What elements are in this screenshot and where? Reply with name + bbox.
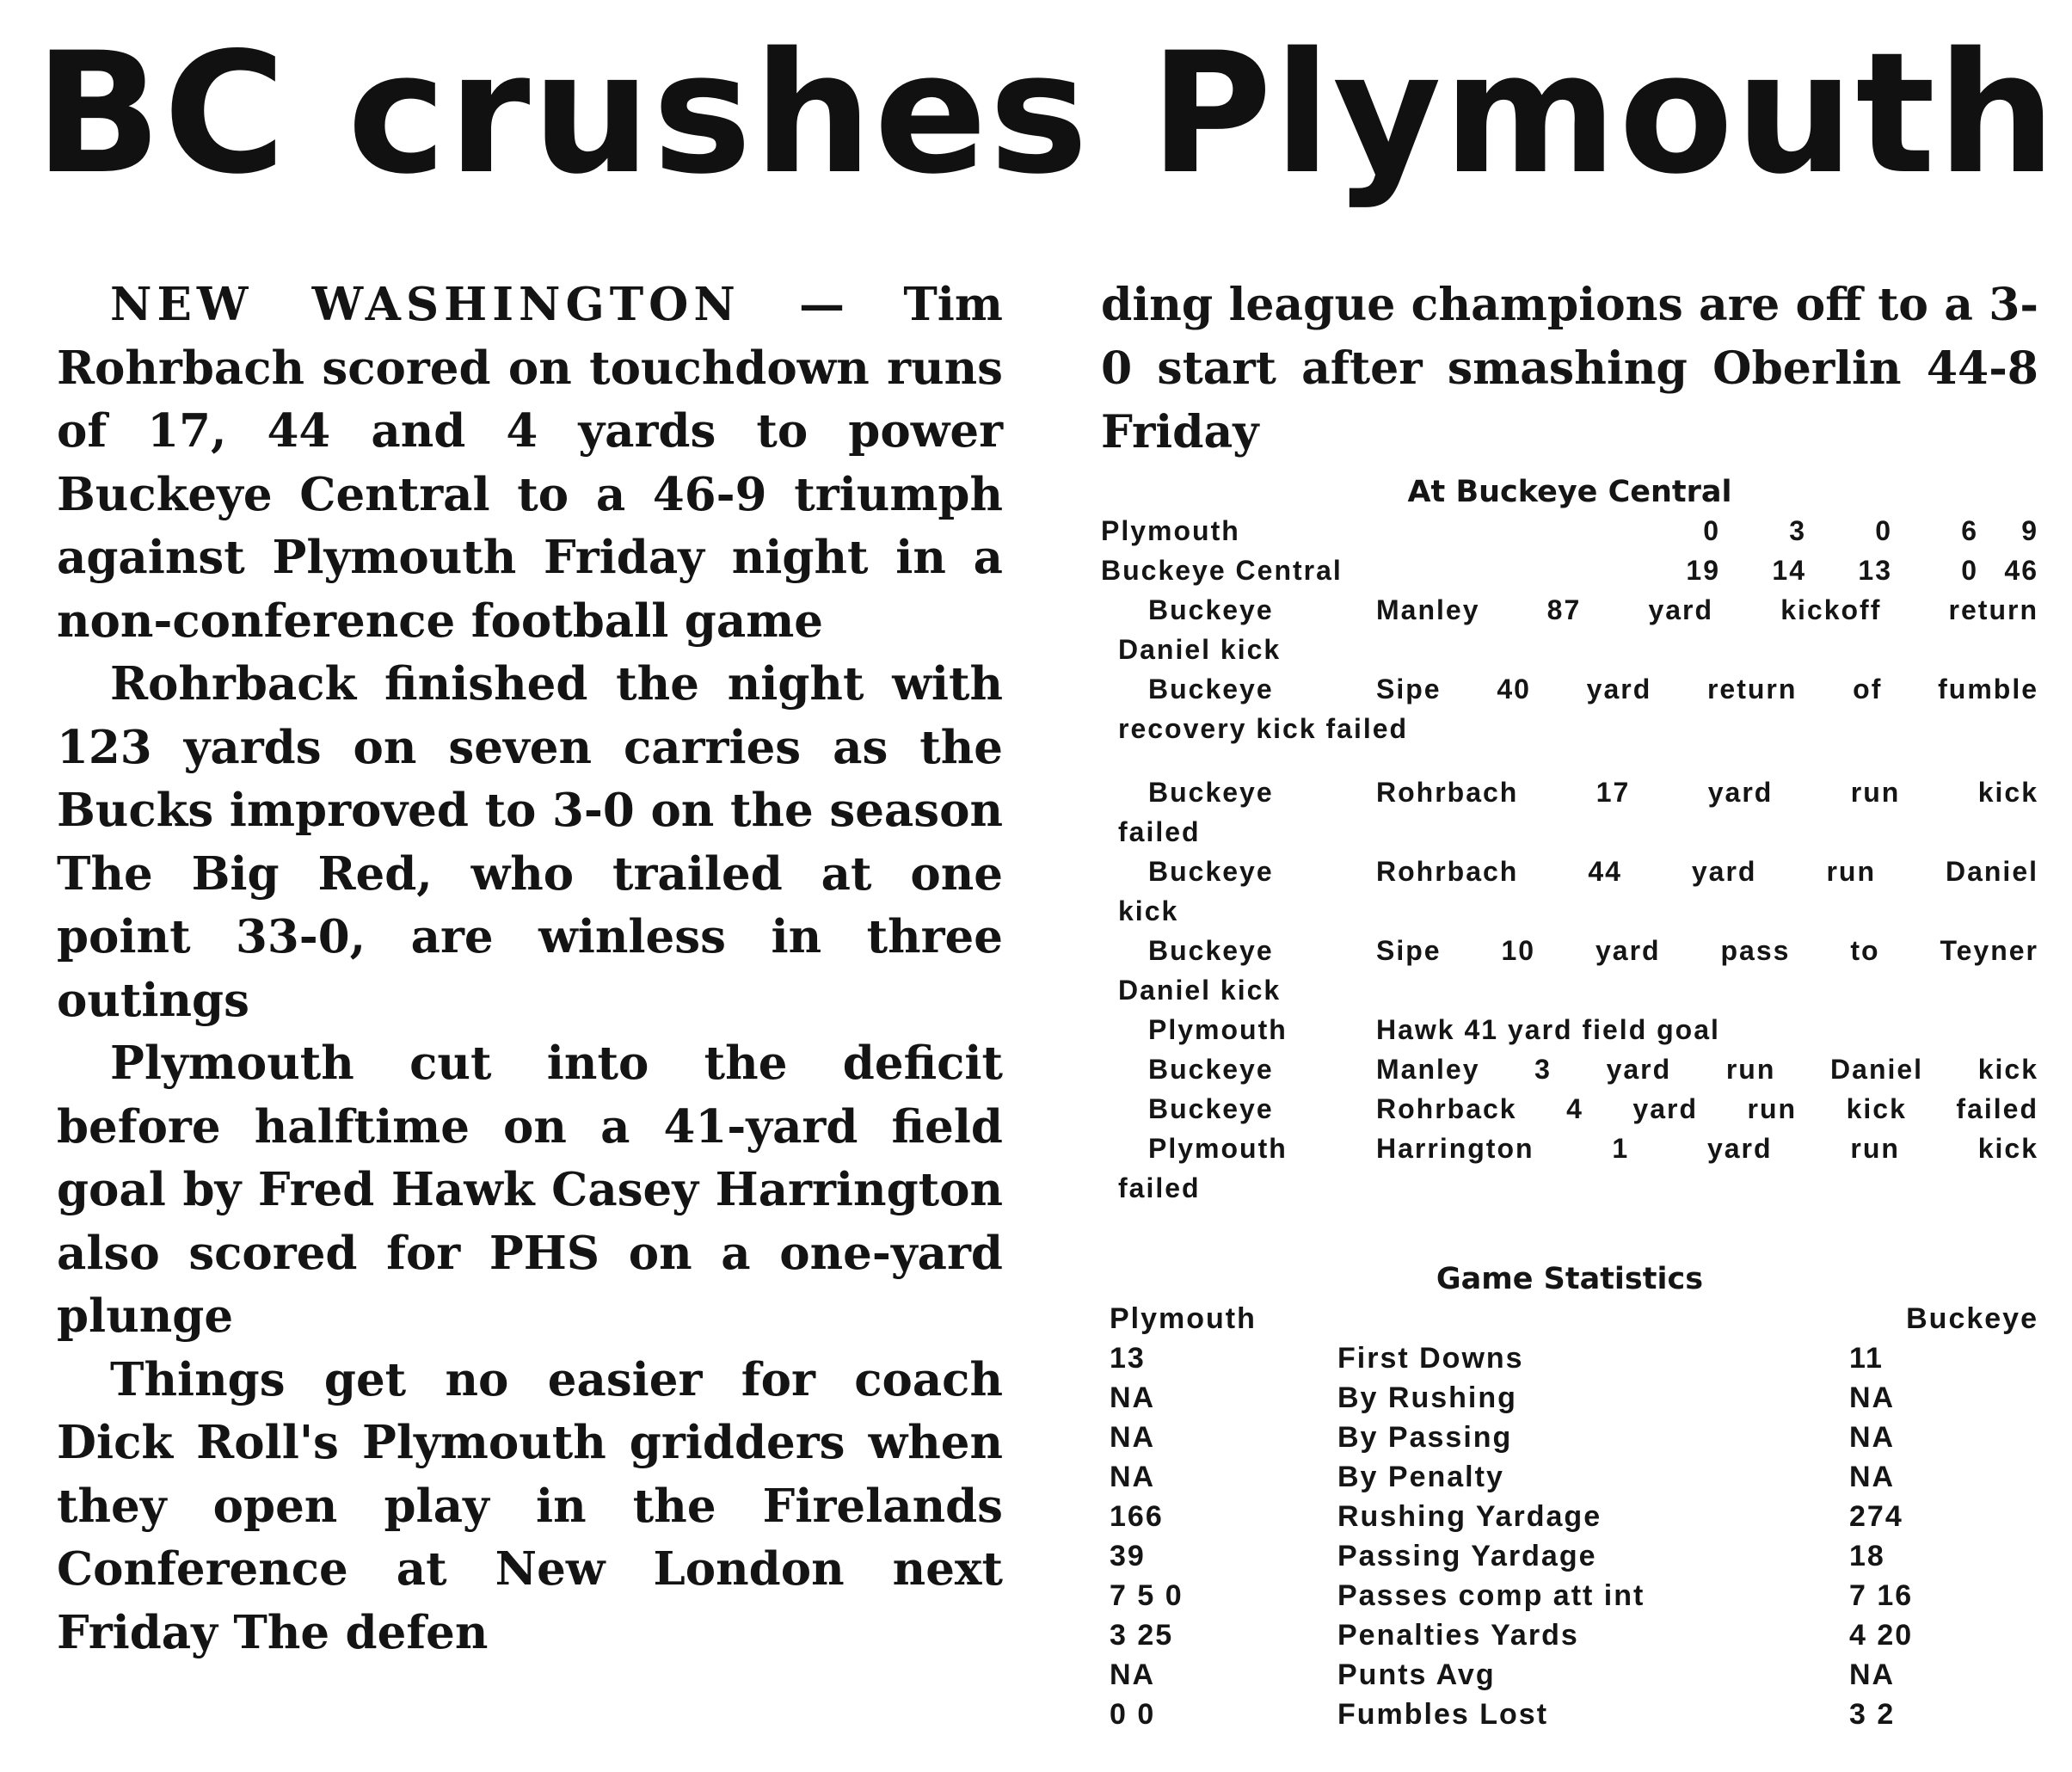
total-score: 9	[2021, 515, 2038, 546]
stats-row	[1101, 1497, 2038, 1536]
stat-label: By Passing	[1337, 1421, 1513, 1454]
play-description: Rohrbach 44 yard run Daniel	[1376, 856, 2038, 887]
game-statistics-table	[1101, 1299, 2038, 1734]
scoring-box-title: At Buckeye Central	[1407, 475, 1732, 509]
scoring-play	[1101, 1129, 2038, 1208]
stats-row	[1101, 1338, 2038, 1378]
scoring-play	[1101, 1049, 2038, 1089]
quarter-2-score: 3	[1789, 515, 1806, 546]
stats-row	[1101, 1378, 2038, 1418]
score-row-plymouth	[1101, 511, 2038, 551]
paragraph-text: Tim Rohrbach scored on touchdown runs of 17, 44 and 4 yards to power Buckeye Central to a 46-9 triumph against Plymouth Friday night in a non-conference football game	[57, 278, 1003, 648]
quarter-1-score: 19	[1686, 555, 1720, 586]
buckeye-stat: 274	[1849, 1500, 1903, 1533]
stat-label: Passes comp att int	[1337, 1579, 1645, 1612]
stats-row	[1101, 1536, 2038, 1576]
buckeye-stat: 7 16	[1849, 1579, 1914, 1612]
plymouth-stat: 13	[1110, 1342, 1146, 1375]
stat-label: Passing Yardage	[1337, 1540, 1597, 1572]
game-statistics-title: Game Statistics	[1436, 1262, 1704, 1296]
play-description: Rohrback 4 yard run kick failed	[1376, 1093, 2038, 1124]
play-team: Buckeye	[1148, 594, 1274, 625]
plymouth-stat: NA	[1110, 1461, 1156, 1493]
play-team: Buckeye	[1148, 777, 1274, 808]
quarter-4-score: 0	[1961, 555, 1978, 586]
score-row-buckeye-central	[1101, 551, 2038, 590]
article-paragraph-3: Plymouth cut into the deficit before halftime on a 41-yard field goal by Fred Hawk Casey Harrington also scored for PHS on a one-yard plunge	[57, 1037, 1003, 1343]
play-team: Plymouth	[1148, 1133, 1288, 1164]
quarter-1-score: 0	[1703, 515, 1720, 546]
stat-label: First Downs	[1337, 1342, 1524, 1375]
play-description: Rohrbach 17 yard run kick	[1376, 777, 2038, 808]
plymouth-stat: 166	[1110, 1500, 1164, 1533]
stats-row	[1101, 1615, 2038, 1655]
stats-row	[1101, 1418, 2038, 1457]
buckeye-stat: NA	[1849, 1421, 1896, 1454]
play-continuation: Daniel kick	[1118, 634, 1282, 665]
play-team: Buckeye	[1148, 674, 1274, 704]
buckeye-stat: 4 20	[1849, 1619, 1914, 1652]
play-team: Buckeye	[1148, 1054, 1274, 1085]
play-description: Harrington 1 yard run kick	[1376, 1133, 2038, 1164]
stats-row	[1101, 1576, 2038, 1615]
total-score: 46	[2004, 555, 2038, 586]
article-paragraph-4: Things get no easier for coach Dick Roll's Plymouth gridders when they open play in the Firelands Conference at New London next Friday The defen	[57, 1352, 1003, 1659]
stats-row	[1101, 1457, 2038, 1497]
scoreboard	[1101, 511, 2038, 590]
stat-label: Rushing Yardage	[1337, 1500, 1602, 1533]
stats-header-buckeye: Buckeye	[1906, 1302, 2038, 1335]
article-right-column	[1101, 274, 2038, 1734]
quarter-4-score: 6	[1961, 515, 1978, 546]
plymouth-stat: 3 25	[1110, 1619, 1174, 1652]
scoring-play	[1101, 590, 2038, 669]
play-team: Buckeye	[1148, 1093, 1274, 1124]
scoring-play	[1101, 669, 2038, 748]
stat-label: By Rushing	[1337, 1381, 1517, 1414]
play-continuation: recovery kick failed	[1118, 713, 1409, 744]
stats-header-plymouth: Plymouth	[1110, 1302, 1257, 1335]
plymouth-stat: NA	[1110, 1421, 1156, 1454]
plymouth-stat: 39	[1110, 1540, 1146, 1572]
scoring-play	[1101, 852, 2038, 931]
buckeye-stat: 11	[1849, 1342, 1884, 1375]
play-description: Manley 87 yard kickoff return	[1376, 594, 2038, 625]
buckeye-stat: NA	[1849, 1658, 1896, 1691]
quarter-3-score: 0	[1875, 515, 1892, 546]
buckeye-stat: 3 2	[1849, 1698, 1896, 1731]
buckeye-stat: NA	[1849, 1381, 1896, 1414]
team-name: Buckeye Central	[1101, 555, 1343, 586]
play-description: Sipe 40 yard return of fumble	[1376, 674, 2038, 704]
quarter-2-score: 14	[1772, 555, 1806, 586]
scoring-play	[1101, 1010, 2038, 1049]
team-name: Plymouth	[1101, 515, 1240, 546]
play-description: Hawk 41 yard field goal	[1376, 1014, 1720, 1045]
stat-label: By Penalty	[1337, 1461, 1504, 1493]
buckeye-stat: NA	[1849, 1461, 1896, 1493]
stats-row	[1101, 1695, 2038, 1734]
scoring-play	[1101, 1089, 2038, 1129]
dateline: NEW WASHINGTON —	[110, 278, 851, 331]
article-continuation: ding league champions are off to a 3-0 start after smashing Oberlin 44-8 Friday	[1101, 279, 2038, 458]
stats-row	[1101, 1655, 2038, 1695]
headline: BC crushes Plymouth	[34, 16, 2058, 211]
play-description: Sipe 10 yard pass to Teyner	[1376, 935, 2038, 966]
play-continuation: kick	[1118, 895, 1179, 926]
quarter-3-score: 13	[1858, 555, 1892, 586]
article-paragraph-1	[57, 274, 1003, 653]
play-continuation: failed	[1118, 1172, 1201, 1203]
scoring-play	[1101, 931, 2038, 1010]
play-team: Buckeye	[1148, 856, 1274, 887]
article-left-column	[57, 274, 1003, 1664]
play-team: Plymouth	[1148, 1014, 1288, 1045]
stat-label: Penalties Yards	[1337, 1619, 1579, 1652]
stats-header-row	[1101, 1299, 2038, 1338]
play-team: Buckeye	[1148, 935, 1274, 966]
article-paragraph-2: Rohrback finished the night with 123 yards on seven carries as the Bucks improved to 3-0 on the season The Big Red, who trailed at one point 33-0, are winless in three outings	[57, 657, 1003, 1027]
plymouth-stat: 7 5 0	[1110, 1579, 1184, 1612]
stat-label: Punts Avg	[1337, 1658, 1496, 1691]
play-continuation: failed	[1118, 816, 1201, 847]
play-continuation: Daniel kick	[1118, 975, 1282, 1006]
buckeye-stat: 18	[1849, 1540, 1885, 1572]
plymouth-stat: NA	[1110, 1658, 1156, 1691]
scoring-play	[1101, 772, 2038, 852]
plymouth-stat: NA	[1110, 1381, 1156, 1414]
plymouth-stat: 0 0	[1110, 1698, 1156, 1731]
scoring-plays	[1101, 590, 2038, 1208]
stat-label: Fumbles Lost	[1337, 1698, 1549, 1731]
play-description: Manley 3 yard run Daniel kick	[1376, 1054, 2038, 1085]
